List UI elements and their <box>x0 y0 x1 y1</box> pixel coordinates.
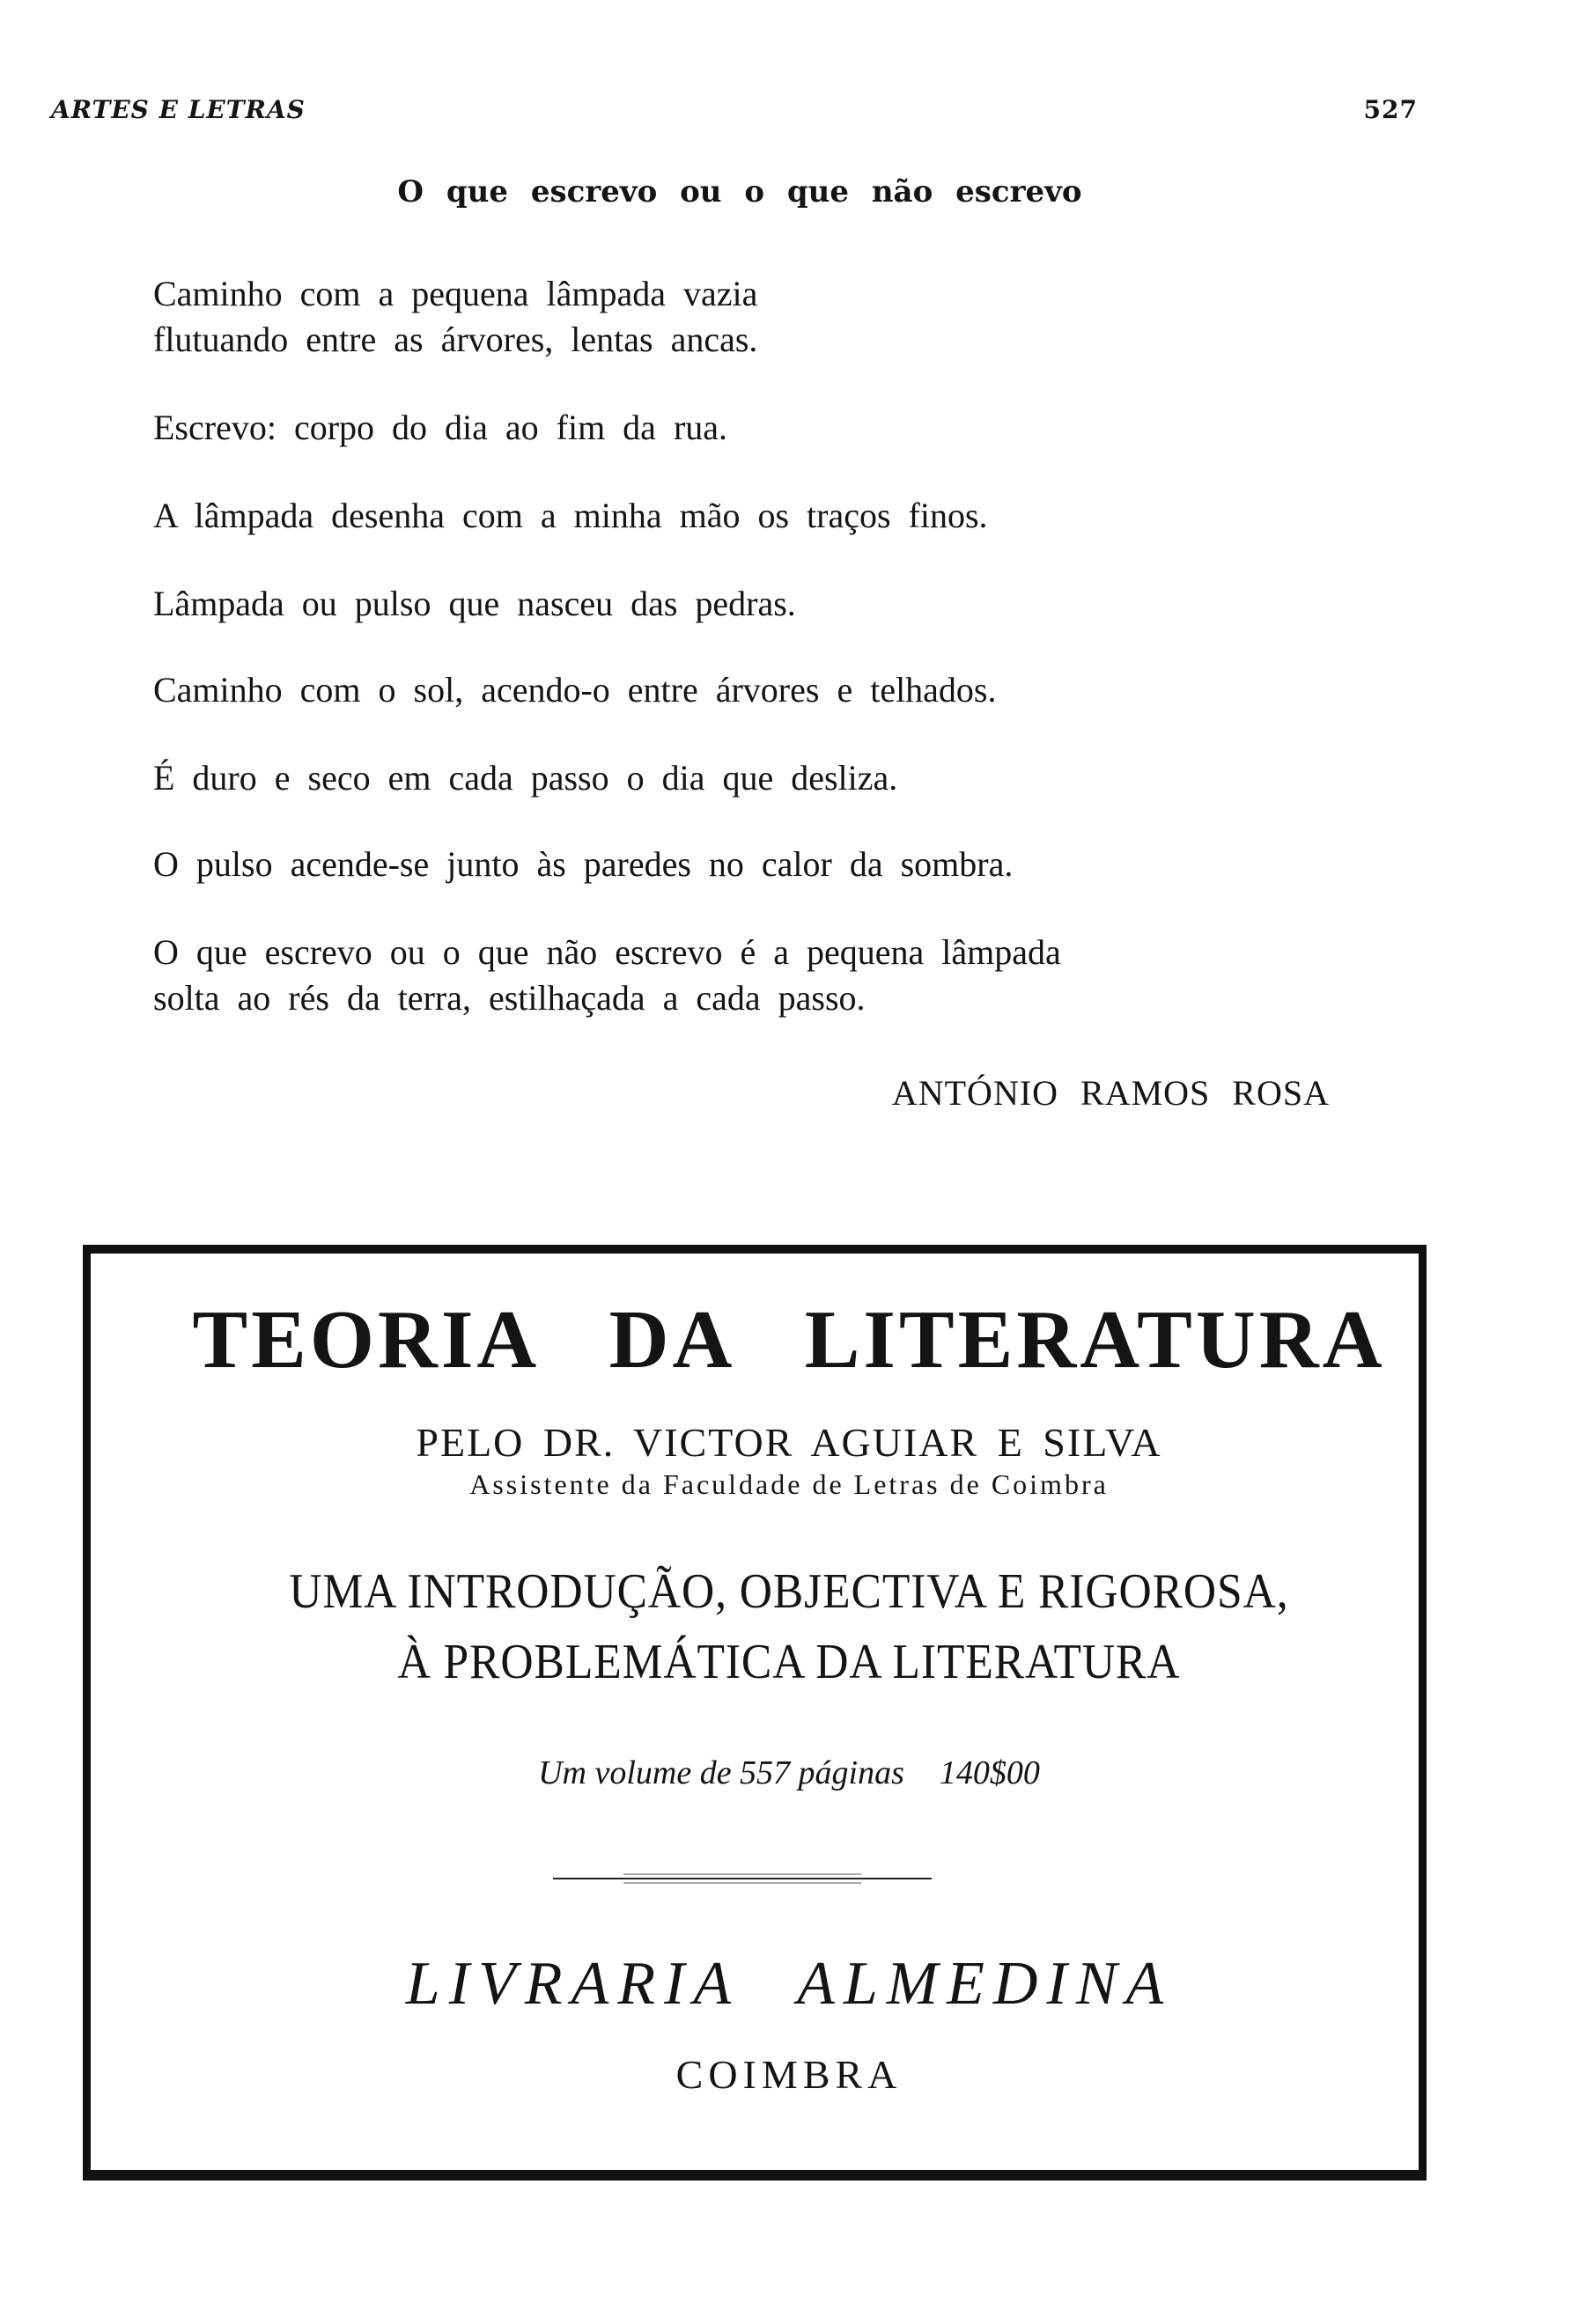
book-author: PELO DR. VICTOR AGUIAR E SILVA <box>416 1420 1162 1465</box>
poem-line: Caminho com a pequena lâmpada vazia <box>153 274 758 313</box>
poem-line: A lâmpada desenha com a minha mão os traços finos. <box>153 496 988 535</box>
poem-line: flutuando entre as árvores, lentas ancas. <box>153 320 758 359</box>
poem-line: É duro e seco em cada passo o dia que desliza. <box>153 758 898 798</box>
book-tagline-2: À PROBLEMÁTICA DA LITERATURA <box>397 1635 1181 1689</box>
book-tagline-1: UMA INTRODUÇÃO, OBJECTIVA E RIGOROSA, <box>289 1564 1289 1619</box>
page-number: 527 <box>1363 95 1418 124</box>
poem-line: O pulso acende-se junto às paredes no calor da sombra. <box>153 844 1014 884</box>
publisher-name: LIVRARIA ALMEDINA <box>405 1950 1173 2018</box>
section-title: ARTES E LETRAS <box>51 95 306 124</box>
author-affiliation: Assistente da Faculdade de Letras de Coimbra <box>469 1468 1109 1500</box>
running-head <box>51 95 1418 130</box>
volume-pages: Um volume de 557 páginas <box>538 1754 904 1791</box>
poem-line: solta ao rés da terra, estilhaçada a cada passo. <box>153 978 866 1018</box>
poem-line: Escrevo: corpo do dia ao fim da rua. <box>153 408 728 447</box>
book-title: TEORIA DA LITERATURA <box>192 1294 1386 1386</box>
poem-line: O que escrevo ou o que não escrevo é a pequena lâmpada <box>153 932 1061 972</box>
poem-line: Lâmpada ou pulso que nasceu das pedras. <box>153 584 796 623</box>
ornamental-divider <box>553 1870 932 1887</box>
poem-line: Caminho com o sol, acendo-o entre árvores e telhados. <box>153 670 997 710</box>
book-price: 140$00 <box>939 1754 1040 1791</box>
poem-author: ANTÓNIO RAMOS ROSA <box>891 1073 1330 1113</box>
publisher-city: COIMBRA <box>675 2052 903 2097</box>
volume-info <box>0 1754 1578 1792</box>
poem-title: O que escrevo ou o que não escrevo <box>397 174 1082 210</box>
